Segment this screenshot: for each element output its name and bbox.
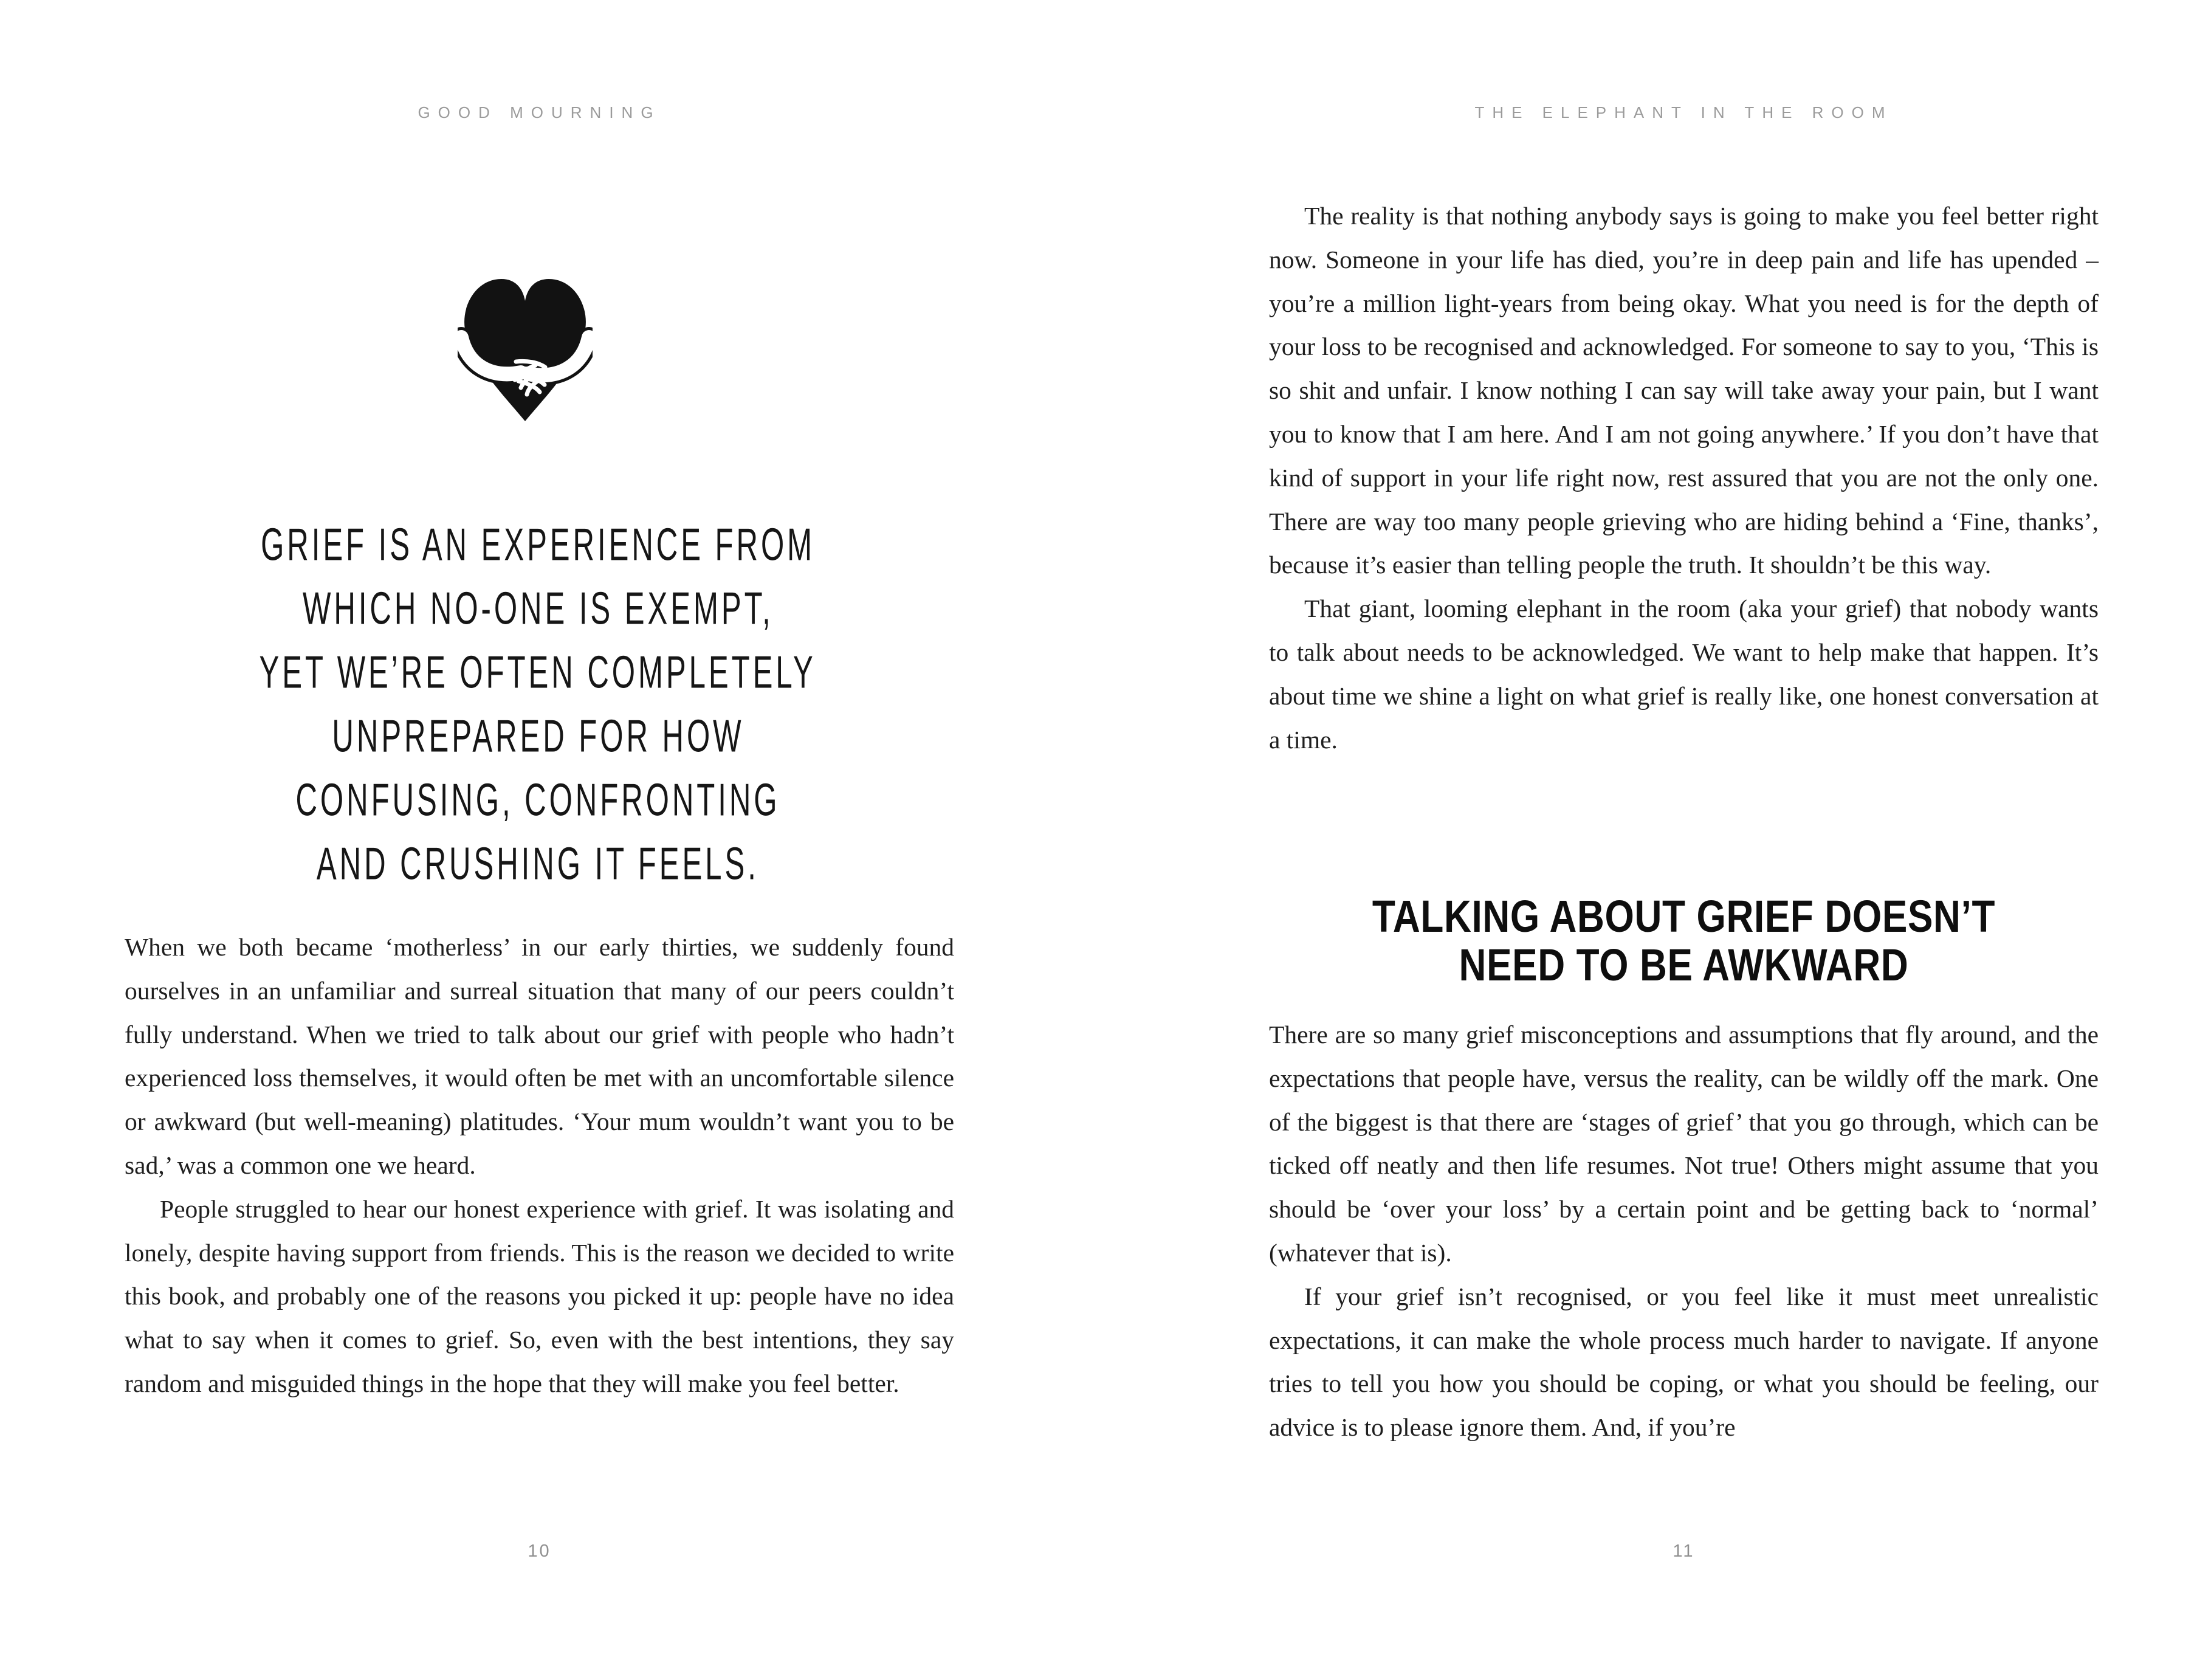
pull-quote-line: GRIEF IS AN EXPERIENCE FROM [261, 518, 815, 570]
heart-hug-icon [458, 272, 593, 430]
page-number-left: 10 [528, 1541, 551, 1561]
paragraph: People struggled to hear our honest experience with grief. It was isolating and lonely, despite having support from friends. This is the reason we decided to write this book, and probably one of the reasons you picked it up: people have no idea what to say when it comes to grief. So, even with the best intentions, they say random and misguided things in the hope that they will make you feel better. [125, 1194, 954, 1397]
pull-quote-line: YET WE’RE OFTEN COMPLETELY [259, 646, 817, 698]
pull-quote-line: UNPREPARED FOR HOW [331, 710, 744, 762]
right-body-text-bottom [1269, 1013, 2099, 1450]
section-heading [1335, 892, 2032, 990]
paragraph: When we both became ‘motherless’ in our early thirties, we suddenly found ourselves in an unfamiliar and surreal situation that many of our peers couldn’t fully understand. When we tried to talk about our grief with people who hadn’t experienced loss themselves, it would often be met with an uncomfortable silence or awkward (but well-meaning) platitudes. ‘Your mum wouldn’t want you to be sad,’ was a common one we heard. [125, 933, 954, 1179]
paragraph: If your grief isn’t recognised, or you feel like it must meet unrealistic expectations, it can make the whole process much harder to navigate. If anyone tries to tell you how you should be coping, or what you should be feeling, our advice is to please ignore them. And, if you’re [1269, 1282, 2099, 1442]
left-page [0, 0, 1098, 1680]
right-page [1098, 0, 2197, 1680]
pull-quote [125, 517, 951, 900]
page-number-right: 11 [1673, 1541, 1695, 1561]
heart-hug-illustration [458, 272, 593, 430]
section-heading-line: NEED TO BE AWKWARD [1459, 940, 1909, 990]
pull-quote-line: AND CRUSHING IT FEELS. [317, 838, 759, 889]
section-heading-line: TALKING ABOUT GRIEF DOESN’T [1372, 891, 1996, 942]
pull-quote-line: WHICH NO-ONE IS EXEMPT, [302, 582, 774, 634]
left-body-text [125, 926, 954, 1406]
paragraph: The reality is that nothing anybody says is going to make you feel better right now. Someone in your life has died, you’re in deep pain and life has upended – you’re a million light-years from being okay. What you need is for the depth of your loss to be recognised and acknowledged. For someone to say to you, ‘This is so shit and unfair. I know nothing I can say will take away your pain, but I want you to know that I am here. And I am not going anywhere.’ If you don’t have that kind of support in your life right now, rest assured that you are not the only one. There are way too many people grieving who are hiding behind a ‘Fine, thanks’, because it’s easier than telling people the truth. It shouldn’t be this way. [1269, 202, 2099, 579]
heart-icon [464, 279, 586, 421]
pull-quote-line: CONFUSING, CONFRONTING [295, 774, 780, 825]
right-body-text-top [1269, 195, 2099, 762]
paragraph: That giant, looming elephant in the room (aka your grief) that nobody wants to talk about needs to be acknowledged. We want to help make that happen. It’s about time we shine a light on what grief is really like, one honest conversation at a time. [1269, 594, 2099, 754]
paragraph: There are so many grief misconceptions and assumptions that fly around, and the expectations that people have, versus the reality, can be wildly off the mark. One of the biggest is that there are ‘stages of grief’ that you go through, which can be ticked off neatly and then life resumes. Not true! Others might assume that you should be ‘over your loss’ by a certain point and be getting back to ‘normal’ (whatever that is). [1269, 1021, 2099, 1267]
running-head-right: THE ELEPHANT IN THE ROOM [1474, 103, 1893, 122]
running-head-left: GOOD MOURNING [418, 103, 661, 122]
